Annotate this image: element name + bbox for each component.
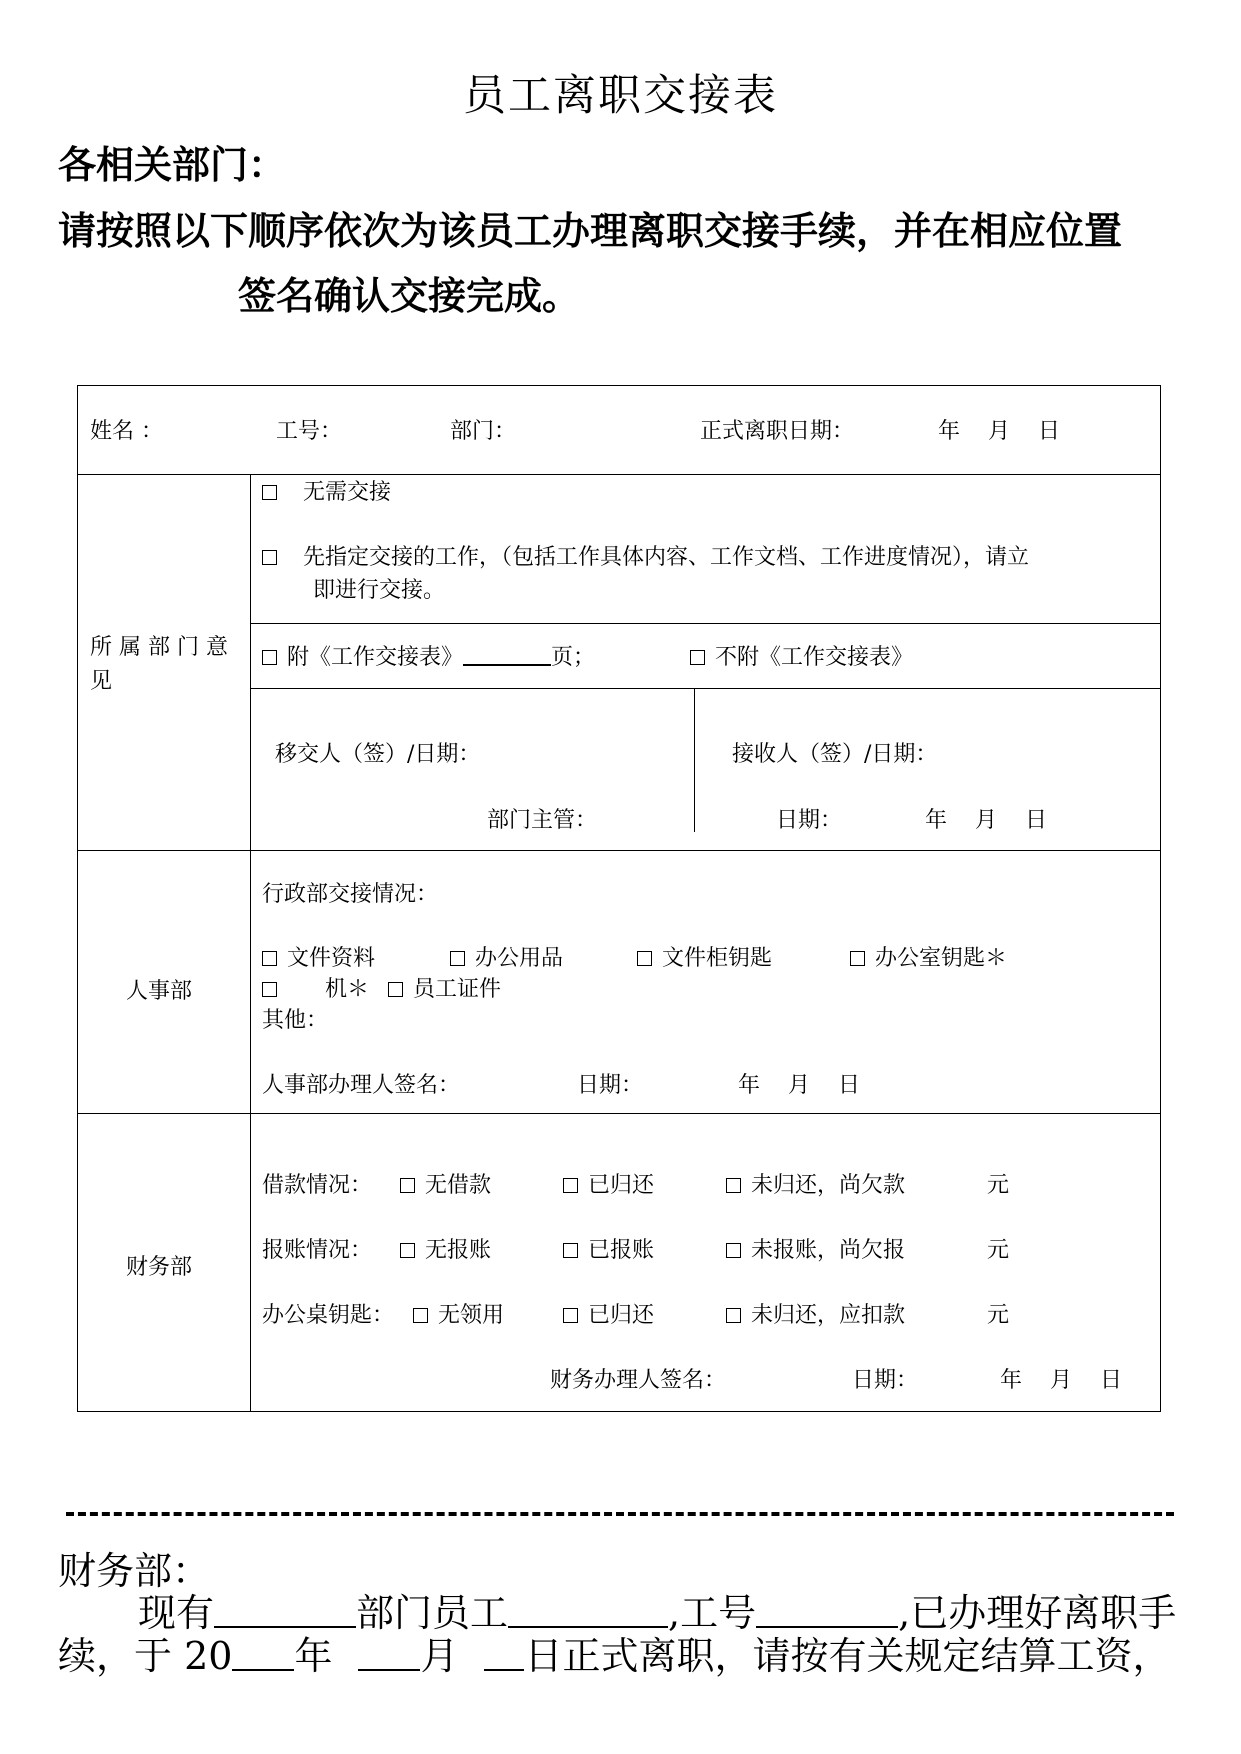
no-handover-option[interactable]: [262, 475, 391, 506]
option-label: 无报账: [425, 1238, 492, 1263]
finance-notice-heading: 财务部：: [58, 1549, 211, 1593]
dept-opinion-label-2: 见: [90, 669, 113, 694]
notice-text: 月: [420, 1634, 459, 1678]
day-blank[interactable]: [484, 1639, 524, 1671]
day-label: 日: [838, 1073, 861, 1098]
option-label: 未归还，尚欠款: [751, 1173, 906, 1198]
option-label: 已报账: [588, 1238, 655, 1263]
rule-header-bottom: [78, 474, 1160, 475]
option-label: 无需交接: [303, 480, 392, 505]
option-label: 不附《工作交接表》: [715, 645, 914, 670]
month-label: 月: [788, 1073, 811, 1098]
year-label: 年: [938, 419, 961, 444]
pages-suffix: 页；: [551, 645, 596, 670]
hr-item-phone[interactable]: [262, 972, 369, 1003]
day-label: 日: [1025, 808, 1048, 833]
option-label: 附《工作交接表》: [287, 645, 464, 670]
department-blank[interactable]: [214, 1596, 356, 1628]
checkbox[interactable]: [262, 951, 277, 966]
notice-text: 续，于 20: [58, 1634, 233, 1678]
hr-label: 人事部: [126, 979, 193, 1004]
checkbox[interactable]: [850, 951, 865, 966]
finance-notice-line-2: [58, 1625, 1170, 1680]
item-label: 文件资料: [287, 946, 376, 971]
dept-date-label: 日期：: [776, 808, 843, 833]
dept-opinion-label: 所 属 部 门 意: [90, 635, 228, 660]
desk-key-none-option[interactable]: [413, 1298, 504, 1329]
expense-settled-option[interactable]: [563, 1233, 654, 1264]
no-attach-worksheet-option[interactable]: [690, 640, 913, 671]
hr-signer-label: 人事部办理人签名：: [262, 1073, 461, 1098]
year-label: 年: [925, 808, 948, 833]
checkbox[interactable]: [400, 1178, 415, 1193]
checkbox[interactable]: [637, 951, 652, 966]
employee-blank[interactable]: [508, 1596, 668, 1628]
day-label: 日: [1038, 419, 1061, 444]
checkbox[interactable]: [262, 982, 277, 997]
option-label: 已归还: [588, 1303, 655, 1328]
checkbox[interactable]: [262, 650, 277, 665]
item-label: 办公室钥匙＊: [875, 946, 1008, 971]
hr-item-supplies[interactable]: [450, 941, 563, 972]
hr-date-label: 日期：: [577, 1073, 644, 1098]
checkbox[interactable]: [262, 485, 277, 500]
month-label: 月: [1050, 1368, 1073, 1393]
notice-text: 现有: [138, 1591, 215, 1635]
month-label: 月: [975, 808, 998, 833]
loan-none-option[interactable]: [400, 1168, 491, 1199]
page-count-field[interactable]: [463, 642, 551, 666]
expense-none-option[interactable]: [400, 1233, 491, 1264]
transferor-sign-label: 移交人（签）/日期：: [275, 742, 481, 767]
receiver-sign-label: 接收人（签）/日期：: [732, 742, 938, 767]
notice-text: ,已办理好离职手: [898, 1591, 1177, 1635]
checkbox[interactable]: [262, 550, 277, 565]
notice-text: 部门员工: [356, 1591, 509, 1635]
finance-date-label: 日期：: [852, 1368, 919, 1393]
item-label: 文件柜钥匙: [662, 946, 773, 971]
checkbox[interactable]: [450, 951, 465, 966]
loan-returned-option[interactable]: [563, 1168, 654, 1199]
yuan-unit: 元: [987, 1303, 1010, 1328]
admin-handover-heading: 行政部交接情况：: [262, 882, 439, 907]
expense-status-label: 报账情况：: [262, 1238, 373, 1263]
year-label: 年: [1000, 1368, 1023, 1393]
rule-label-column: [250, 474, 251, 1411]
handover-option-line2: 即进行交接。: [313, 578, 446, 603]
finance-label: 财务部: [126, 1255, 193, 1280]
greeting: 各相关部门：: [58, 143, 287, 187]
loan-status-label: 借款情况：: [262, 1173, 373, 1198]
rule-sign-split: [694, 688, 695, 832]
notice-text: 日正式离职，请按有关规定结算工资，: [524, 1634, 1171, 1678]
hr-other-label: 其他：: [262, 1008, 329, 1033]
month-label: 月: [988, 419, 1011, 444]
rule-hr-bottom: [78, 1113, 1160, 1114]
desk-key-returned-option[interactable]: [563, 1298, 654, 1329]
option-label: 已归还: [588, 1173, 655, 1198]
item-label: 办公用品: [475, 946, 564, 971]
item-label: 机＊: [325, 977, 370, 1002]
option-label: 未报账，尚欠报: [751, 1238, 906, 1263]
name-label: 姓名 ：: [90, 419, 163, 444]
intro-line-1: 请按照以下顺序依次为该员工办理离职交接手续，并在相应位置: [58, 209, 1123, 253]
rule-dept-attach: [250, 688, 1160, 689]
employee-no-label: 工号：: [276, 419, 343, 444]
hr-item-office-key[interactable]: [850, 941, 1007, 972]
expense-outstanding-option[interactable]: [726, 1233, 905, 1264]
yuan-unit: 元: [987, 1238, 1010, 1263]
desk-key-deduct-option[interactable]: [726, 1298, 905, 1329]
year-blank[interactable]: [232, 1639, 294, 1671]
option-label: 先指定交接的工作，（包括工作具体内容、工作文档、工作进度情况），请立: [303, 545, 1030, 570]
finance-signer-label: 财务办理人签名：: [550, 1368, 727, 1393]
desk-key-label: 办公桌钥匙：: [262, 1303, 395, 1328]
year-label: 年: [738, 1073, 761, 1098]
checkbox[interactable]: [563, 1308, 578, 1323]
checkbox[interactable]: [388, 982, 403, 997]
hr-item-cabinet-key[interactable]: [637, 941, 772, 972]
month-blank[interactable]: [358, 1639, 420, 1671]
handover-option[interactable]: [262, 540, 1029, 571]
item-label: 员工证件: [413, 977, 502, 1002]
loan-outstanding-option[interactable]: [726, 1168, 905, 1199]
notice-text: 年: [294, 1634, 333, 1678]
leave-date-label: 正式离职日期：: [700, 419, 855, 444]
notice-text: ,工号: [668, 1591, 757, 1635]
department-label: 部门：: [450, 419, 517, 444]
document-title: 员工离职交接表: [463, 71, 778, 121]
cut-line: [66, 1512, 1174, 1516]
day-label: 日: [1100, 1368, 1123, 1393]
rule-dept-options: [250, 623, 1160, 624]
attach-worksheet-option[interactable]: [262, 640, 595, 671]
option-label: 无借款: [425, 1173, 492, 1198]
option-label: 无领用: [438, 1303, 505, 1328]
rule-dept-bottom: [78, 850, 1160, 851]
option-label: 未归还，应扣款: [751, 1303, 906, 1328]
hr-item-docs[interactable]: [262, 941, 375, 972]
supervisor-label: 部门主管：: [487, 808, 598, 833]
checkbox[interactable]: [726, 1178, 741, 1193]
intro-line-2: 签名确认交接完成。: [238, 274, 581, 318]
yuan-unit: 元: [987, 1173, 1010, 1198]
checkbox[interactable]: [400, 1243, 415, 1258]
checkbox[interactable]: [690, 650, 705, 665]
employee-no-blank[interactable]: [756, 1596, 898, 1628]
hr-item-badge[interactable]: [388, 972, 501, 1003]
checkbox[interactable]: [413, 1308, 428, 1323]
checkbox[interactable]: [726, 1243, 741, 1258]
checkbox[interactable]: [563, 1178, 578, 1193]
checkbox[interactable]: [563, 1243, 578, 1258]
checkbox[interactable]: [726, 1308, 741, 1323]
